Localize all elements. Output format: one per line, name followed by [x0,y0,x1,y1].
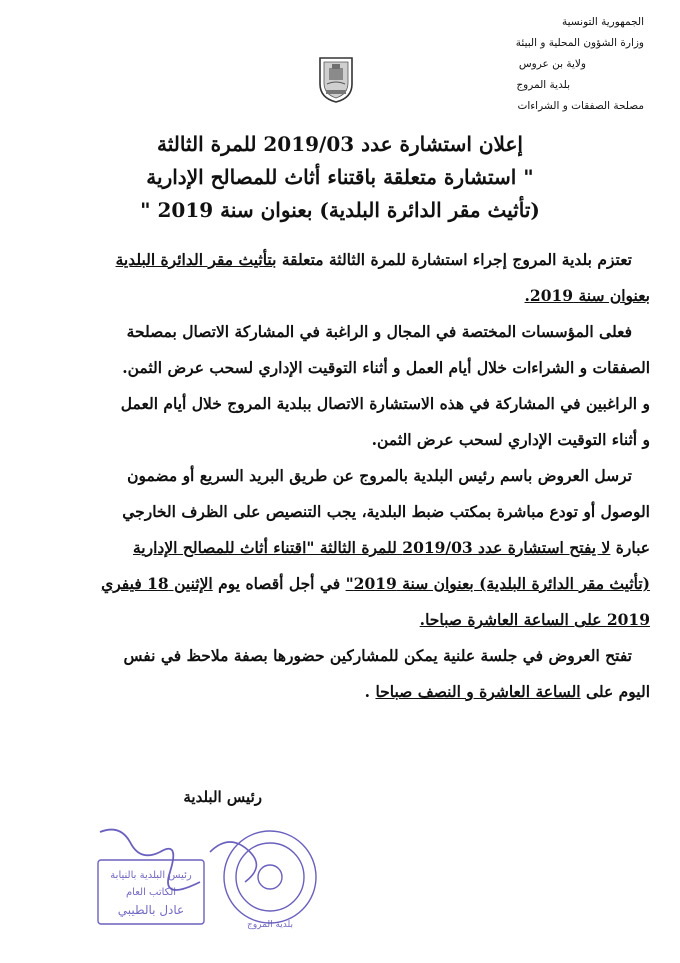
stamp-text-line-2: الكاتب العام [125,887,177,898]
p3-deadline-phrase: في أجل أقصاه يوم [212,574,346,593]
paragraph-3-line-2: الوصول أو تودع مباشرة بمكتب ضبط البلدية، يجب التنصيص على الظرف الخارجي [122,502,650,521]
paragraph-3-line-5: 2019 على الساعة العاشرة صباحا. [419,610,650,629]
letterhead-line-municipality: بلدية المروج [516,79,570,91]
announcement-body [70,242,650,710]
p3-underlined-deadline-date: الإثنين 18 فيفري [101,574,213,593]
paragraph-3-line-4 [70,566,650,602]
p3-underlined-subject: (تأثيث مقر الدائرة البلدية) بعنوان سنة 2019" [345,574,650,593]
title-line-2: " استشارة متعلقة باقتناء أثاث للمصالح الإدارية [146,165,534,189]
paragraph-2-line-4: و أثناء التوقيت الإداري لسحب عرض الثمن. [371,430,650,449]
seal-text: بلدية المروج [247,920,293,930]
paragraph-3-line-3 [70,530,650,566]
official-stamp-and-signature [60,822,360,934]
p3-phrase: عبارة [610,538,650,557]
title-line-3: (تأثيث مقر الدائرة البلدية) بعنوان سنة 2019 " [140,198,540,222]
paragraph-1-line-1 [70,242,650,278]
p3-underlined-envelope-text: لا يفتح استشارة عدد 2019/03 للمرة الثالثة "اقتناء أثاث للمصالح الإدارية [133,538,611,557]
p4-underlined-time: الساعة العاشرة و النصف صباحا [375,682,581,701]
announcement-title [60,128,620,227]
letterhead-line-ministry: وزارة الشؤون المحلية و البيئة [515,37,644,49]
letterhead-line-country: الجمهورية التونسية [562,16,644,28]
paragraph-2-line-2: الصفقات و الشراءات خلال أيام العمل و أثناء التوقيت الإداري لسحب عرض الثمن. [122,358,650,377]
municipal-crest-icon [316,54,356,104]
paragraph-4-line-1: تفتح العروض في جلسة علنية يمكن للمشاركين حضورها بصفة ملاحظ في نفس [123,646,632,665]
stamp-text-line-3: عادل بالطيبي [117,903,185,917]
paragraph-2-line-3: و الراغبين في المشاركة في هذه الاستشارة الاتصال ببلدية المروج خلال أيام العمل [120,394,650,413]
p4-end: . [364,682,376,701]
paragraph-4-line-2 [70,674,650,710]
p1-text: تعتزم بلدية المروج إجراء استشارة للمرة الثالثة متعلقة ب [272,250,632,269]
title-line-1: إعلان استشارة عدد 2019/03 للمرة الثالثة [157,132,523,156]
p4-phrase: اليوم على [580,682,650,701]
letterhead-line-department: مصلحة الصفقات و الشراءات [517,100,644,112]
paragraph-2-line-1: فعلى المؤسسات المختصة في المجال و الراغبة في المشاركة الاتصال بمصلحة [126,322,632,341]
stamp-text-line-1: رئيس البلدية بالنيابة [110,870,192,881]
letterhead [404,12,644,117]
p1-underlined-subject: تأثيث مقر الدائرة البلدية [115,250,273,269]
signatory-title: رئيس البلدية [183,788,262,806]
paragraph-1-line-2: بعنوان سنة 2019. [524,286,650,305]
letterhead-line-governorate: ولاية بن عروس [518,58,586,70]
paragraph-3-line-1: ترسل العروض باسم رئيس البلدية بالمروج عن طريق البريد السريع أو مضمون [127,466,632,485]
